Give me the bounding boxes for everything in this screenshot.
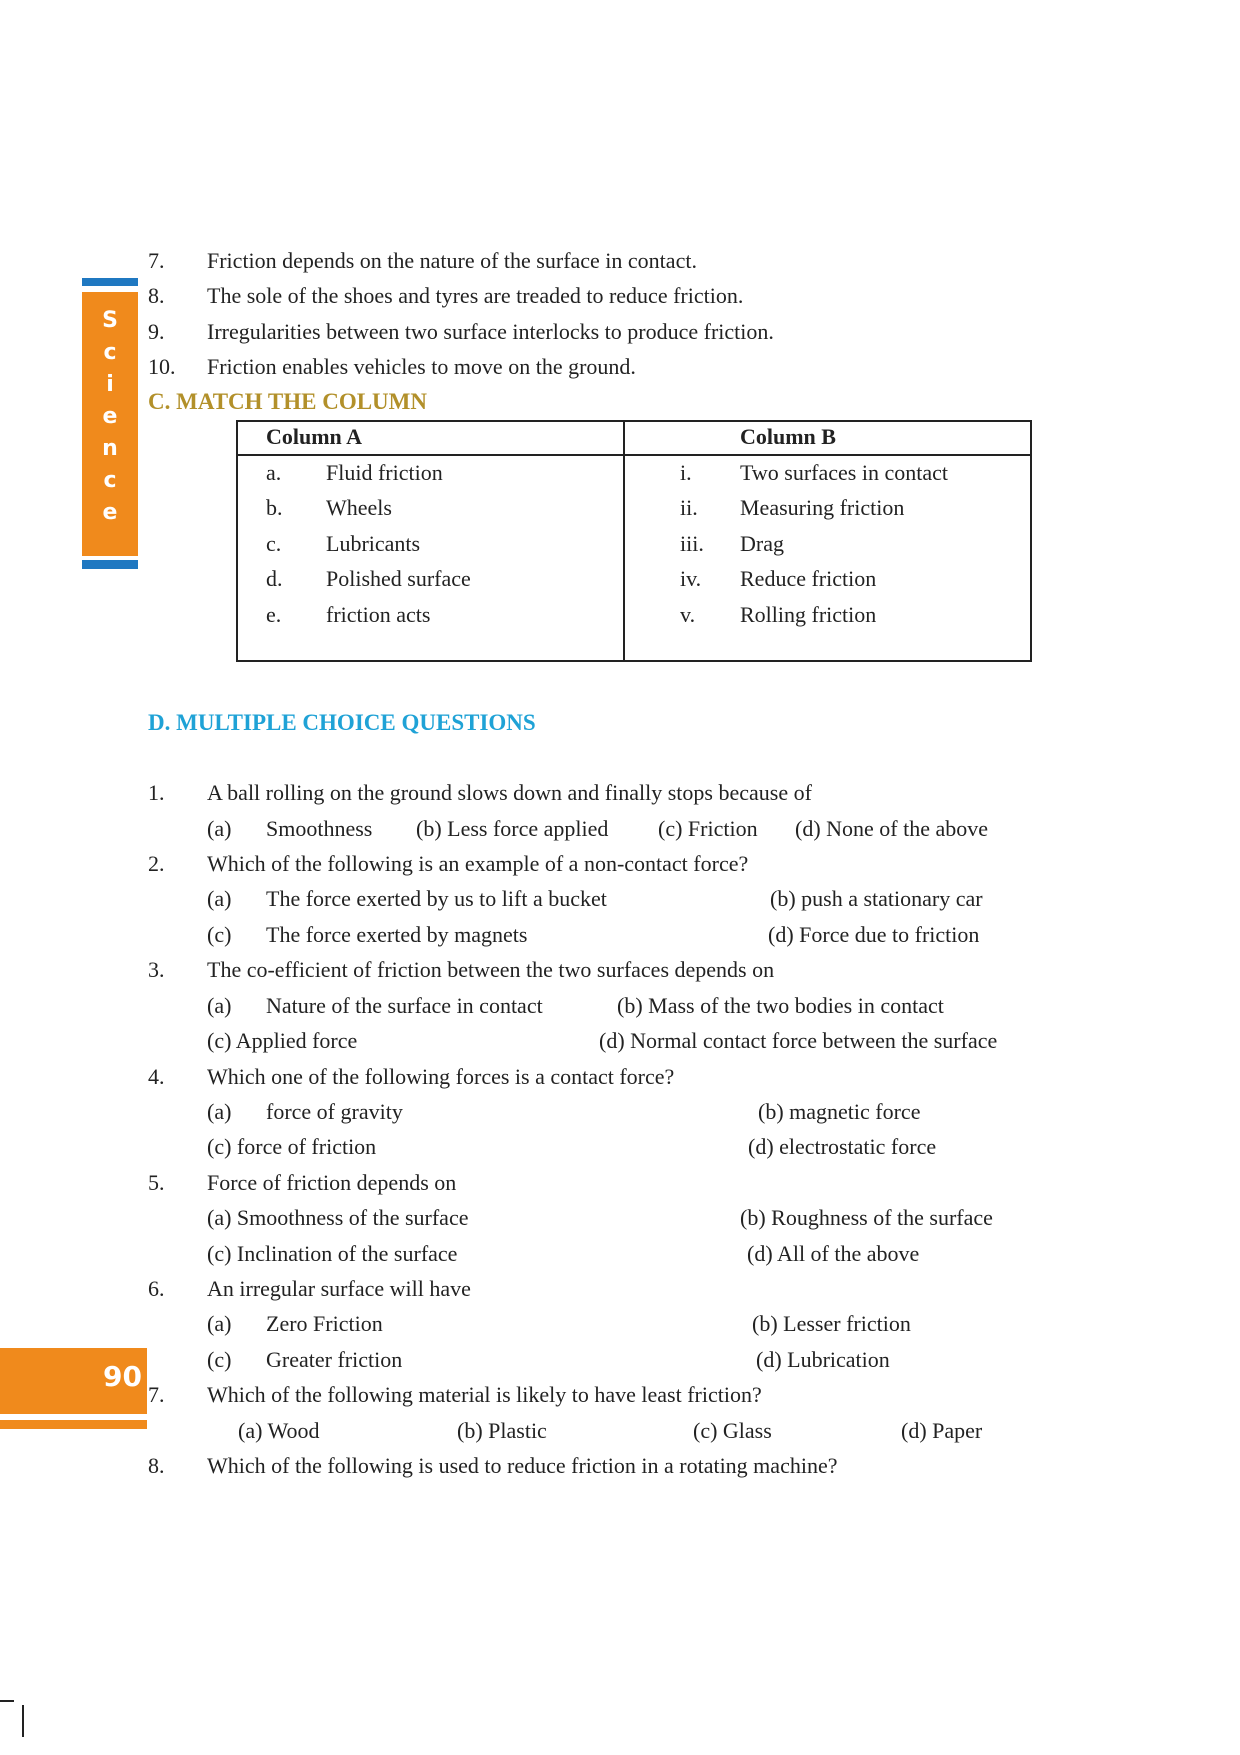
table-header-rule (236, 454, 1032, 456)
option-text: (c) Friction (658, 816, 758, 841)
option-text: force of gravity (266, 1099, 403, 1124)
column-b-item: Reduce friction (740, 566, 877, 591)
column-a-header: Column A (266, 424, 362, 449)
statement-number: 10. (148, 354, 176, 379)
column-a-item: Fluid friction (326, 460, 443, 485)
option-label: (c) (207, 1347, 232, 1372)
column-b-key: iii. (680, 531, 704, 556)
option-label: (a) (207, 1099, 232, 1124)
option-text: The force exerted by us to lift a bucket (266, 886, 607, 911)
option-text: The force exerted by magnets (266, 922, 528, 947)
statement-text: Friction depends on the nature of the surface in contact. (207, 248, 697, 273)
side-tab-letter: n (102, 436, 118, 461)
statement-number: 7. (148, 248, 165, 273)
option-text: (c) Applied force (207, 1028, 358, 1053)
option-text: (a) Wood (238, 1418, 320, 1443)
side-tab (82, 292, 138, 556)
column-b-item: Two surfaces in contact (740, 460, 948, 485)
column-a-item: friction acts (326, 602, 431, 627)
option-text: (d) Force due to friction (768, 922, 980, 947)
statement-number: 9. (148, 319, 165, 344)
question-text: The co-efficient of friction between the two surfaces depends on (207, 957, 775, 982)
page-number: 90 (103, 1360, 142, 1393)
option-text: (b) Lesser friction (752, 1311, 911, 1336)
crop-mark (0, 1700, 14, 1702)
crop-mark (22, 1705, 24, 1737)
question-number: 3. (148, 957, 165, 982)
question-text: Force of friction depends on (207, 1170, 457, 1195)
option-text: (b) Plastic (457, 1418, 547, 1443)
column-b-header: Column B (740, 424, 836, 449)
side-tab-letter: i (106, 372, 114, 397)
option-text: (a) Smoothness of the surface (207, 1205, 469, 1230)
option-label: (a) (207, 993, 232, 1018)
side-tab-letter: e (102, 500, 118, 525)
column-a-key: d. (266, 566, 283, 591)
side-tab-letter: c (103, 340, 117, 365)
option-text: (d) All of the above (747, 1241, 920, 1266)
section-d-heading: D. MULTIPLE CHOICE QUESTIONS (148, 710, 536, 735)
question-number: 1. (148, 780, 165, 805)
question-number: 2. (148, 851, 165, 876)
option-label: (a) (207, 886, 232, 911)
option-text: (b) Less force applied (416, 816, 609, 841)
option-text: (d) None of the above (795, 816, 989, 841)
statement-text: Friction enables vehicles to move on the ground. (207, 354, 636, 379)
option-text: (d) Normal contact force between the surface (599, 1028, 998, 1053)
question-number: 7. (148, 1382, 165, 1407)
option-label: (c) (207, 922, 232, 947)
column-b-item: Rolling friction (740, 602, 877, 627)
column-b-item: Measuring friction (740, 495, 905, 520)
column-a-key: e. (266, 602, 282, 627)
option-text: (b) push a stationary car (770, 886, 983, 911)
column-a-item: Wheels (326, 495, 392, 520)
question-text: A ball rolling on the ground slows down and finally stops because of (207, 780, 812, 805)
option-text: Nature of the surface in contact (266, 993, 543, 1018)
table-divider (623, 420, 625, 662)
side-tab-letter: c (103, 468, 117, 493)
option-text: Greater friction (266, 1347, 403, 1372)
statement-text: Irregularities between two surface interlocks to produce friction. (207, 319, 774, 344)
side-tab-bottom-bar (82, 560, 138, 569)
column-b-key: i. (680, 460, 692, 485)
column-a-item: Lubricants (326, 531, 421, 556)
column-b-key: ii. (680, 495, 698, 520)
column-b-item: Drag (740, 531, 784, 556)
question-number: 6. (148, 1276, 165, 1301)
column-b-key: v. (680, 602, 696, 627)
option-text: (c) Inclination of the surface (207, 1241, 458, 1266)
question-text: Which of the following is an example of a non-contact force? (207, 851, 749, 876)
option-text: (c) force of friction (207, 1134, 377, 1159)
column-b-key: iv. (680, 566, 702, 591)
column-a-key: c. (266, 531, 282, 556)
option-text: Zero Friction (266, 1311, 383, 1336)
option-text: (d) Paper (901, 1418, 983, 1443)
option-text: Smoothness (266, 816, 373, 841)
option-text: (b) Roughness of the surface (740, 1205, 993, 1230)
side-tab-letter: e (102, 404, 118, 429)
question-number: 8. (148, 1453, 165, 1478)
option-text: (d) Lubrication (756, 1347, 890, 1372)
question-number: 5. (148, 1170, 165, 1195)
option-text: (b) Mass of the two bodies in contact (617, 993, 944, 1018)
column-a-key: a. (266, 460, 282, 485)
side-tab-letter: S (102, 308, 118, 333)
page-number-bar (0, 1420, 147, 1429)
question-text: Which one of the following forces is a contact force? (207, 1064, 675, 1089)
question-text: Which of the following material is likely to have least friction? (207, 1382, 762, 1407)
option-label: (a) (207, 816, 232, 841)
option-text: (d) electrostatic force (748, 1134, 937, 1159)
option-text: (b) magnetic force (758, 1099, 921, 1124)
question-number: 4. (148, 1064, 165, 1089)
section-c-heading: C. MATCH THE COLUMN (148, 389, 427, 414)
question-text: Which of the following is used to reduce friction in a rotating machine? (207, 1453, 838, 1478)
option-label: (a) (207, 1311, 232, 1336)
statement-number: 8. (148, 283, 165, 308)
column-a-item: Polished surface (326, 566, 471, 591)
question-text: An irregular surface will have (207, 1276, 471, 1301)
side-tab-top-bar (82, 278, 138, 286)
option-text: (c) Glass (693, 1418, 772, 1443)
statement-text: The sole of the shoes and tyres are treaded to reduce friction. (207, 283, 744, 308)
column-a-key: b. (266, 495, 283, 520)
